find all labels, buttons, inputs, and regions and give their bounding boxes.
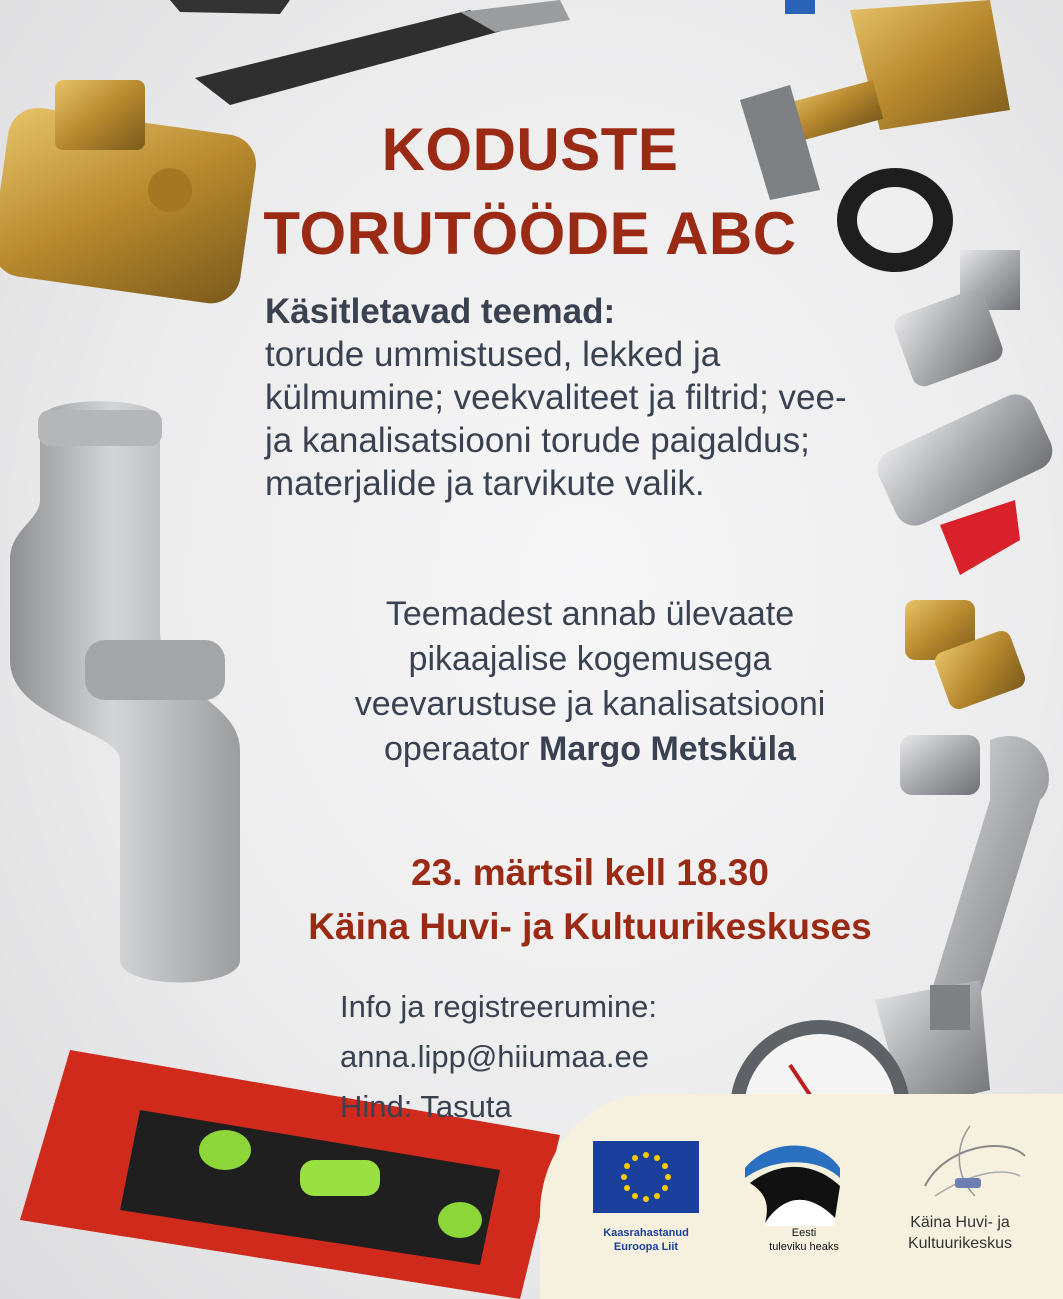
topics-section <box>265 290 925 505</box>
speaker-section <box>300 592 880 772</box>
estonia-swallow-icon <box>740 1138 850 1228</box>
eu-flag-icon <box>593 1141 699 1213</box>
estonia-caption-line-1: Eesti <box>791 1227 817 1239</box>
pliers-icon <box>170 0 815 105</box>
speaker-line: Teemadest annab ülevaate <box>385 595 795 633</box>
topics-line: materjalide ja tarvikute valik. <box>265 464 705 503</box>
event-details <box>230 846 950 954</box>
kaina-caption-line-2: Kultuurikeskus <box>907 1235 1013 1252</box>
rubber-gasket-icon <box>837 168 953 272</box>
title-line-1: KODUSTE <box>381 116 679 183</box>
eu-caption-line-2: Euroopa Liit <box>613 1241 679 1253</box>
speaker-name: Margo Metsküla <box>539 730 796 768</box>
speaker-line: veevarustuse ja kanalisatsiooni <box>354 685 826 723</box>
price-text: Hind: Tasuta <box>340 1089 512 1124</box>
estonia-caption-line-2: tuleviku heaks <box>769 1241 839 1253</box>
brass-check-valve-icon <box>0 80 260 307</box>
topics-line: torude ummistused, lekked ja <box>265 335 721 374</box>
steel-nipple-fitting-icon <box>900 735 980 795</box>
title-line-2: TORUTÖÖDE ABC <box>263 200 797 267</box>
pvc-pipe-icon <box>10 401 240 982</box>
poster-title <box>230 108 830 276</box>
estonia-logo-caption <box>744 1226 864 1254</box>
kaina-logo-caption <box>880 1212 1040 1254</box>
speaker-role: operaator <box>384 730 530 768</box>
event-date-time: 23. märtsil kell 18.30 <box>411 852 769 893</box>
registration-email[interactable]: anna.lipp@hiiumaa.ee <box>340 1039 649 1074</box>
brass-nipple-fitting-icon <box>905 600 1028 712</box>
kaina-orbit-icon <box>915 1116 1035 1206</box>
topics-line: ja kanalisatsiooni torude paigaldus; <box>265 421 810 460</box>
topics-line: külmumine; veekvaliteet ja filtrid; vee- <box>265 378 847 417</box>
speaker-line: pikaajalise kogemusega <box>408 640 772 678</box>
kaina-caption-line-1: Käina Huvi- ja <box>910 1214 1010 1231</box>
speaker-line-last <box>300 727 880 772</box>
topics-heading: Käsitletavad teemad: <box>265 292 616 331</box>
event-venue: Käina Huvi- ja Kultuurikeskuses <box>308 906 872 947</box>
eu-logo-caption <box>570 1226 722 1254</box>
eu-caption-line-1: Kaasrahastanud <box>603 1227 689 1239</box>
registration-label: Info ja registreerumine: <box>340 989 658 1024</box>
